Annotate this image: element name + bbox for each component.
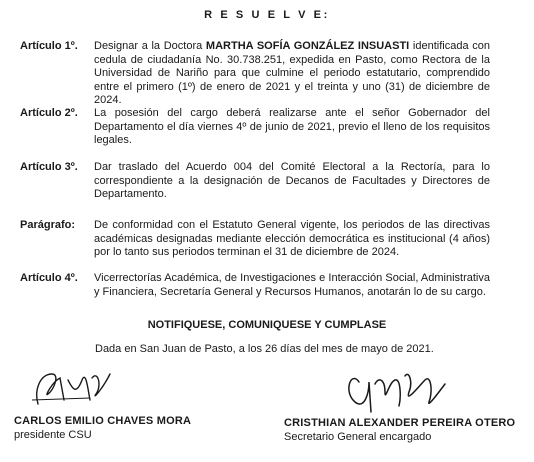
article-text: Dar traslado del Acuerdo 004 del Comité Electoral a la Rectoría, para lo correspondiente a la designación de Decanos de Facultades y Directores de Departamento. — [94, 161, 490, 201]
signatory-role: presidente CSU — [14, 428, 92, 441]
signature-block-left — [14, 415, 191, 442]
article-4 — [20, 272, 490, 299]
article-label: Parágrafo: — [20, 219, 76, 231]
article-label: Artículo 4º. — [20, 272, 78, 284]
article-text-pre: Designar a la Doctora — [94, 40, 206, 52]
signature-right — [345, 362, 455, 417]
article-text: La posesión del cargo deberá realizarse ante el señor Gobernador del Departamento el día viernes 4º de junio de 2021, previo el lleno de los requisitos legales. — [94, 107, 490, 147]
article-label: Artículo 3º. — [20, 161, 78, 173]
article-label: Artículo 1º. — [20, 40, 78, 52]
article-text: De conformidad con el Estatuto General vigente, los periodos de las directivas académicas designadas mediante elección democrática es institucional (4 años) por lo tanto sus periodos terminan el 31 de diciembre de 2024. — [94, 219, 490, 259]
signatory-name: CRISTHIAN ALEXANDER PEREIRA OTERO — [284, 417, 516, 429]
designee-name: MARTHA SOFÍA GONZÁLEZ INSUASTI — [205, 40, 410, 52]
article-text: Vicerrectorías Académica, de Investigaciones e Interacción Social, Administrativa y Financiera, Secretaría General y Recursos Humanos, anotarán lo de su cargo. — [94, 272, 490, 298]
signature-block-right — [284, 417, 515, 444]
signatory-role: Secretario General encargado — [284, 430, 432, 443]
article-label: Artículo 2º. — [20, 107, 78, 119]
article-2 — [20, 107, 490, 148]
date-line: Dada en San Juan de Pasto, a los 26 días del mes de mayo de 2021. — [95, 343, 434, 355]
article-text — [94, 40, 490, 108]
paragraph — [20, 219, 490, 260]
notify-line: NOTIFIQUESE, COMUNIQUESE Y CUMPLASE — [147, 319, 387, 331]
signature-left — [30, 360, 120, 410]
signatory-name: CARLOS EMILIO CHAVES MORA — [14, 415, 192, 427]
article-3 — [20, 161, 490, 202]
article-text-post: identificada con cedula de ciudadanía No. 30.738.251, expedida en Pasto, como Rectora de la Universidad de Nariño para que culmine el periodo estatutario, comprendido entre el primero (1º) de enero de 2021 y el treinta y uno (31) de diciembre de 2024. — [94, 40, 490, 107]
article-1 — [20, 40, 490, 108]
resolution-heading: R E S U E L V E: — [204, 9, 330, 21]
